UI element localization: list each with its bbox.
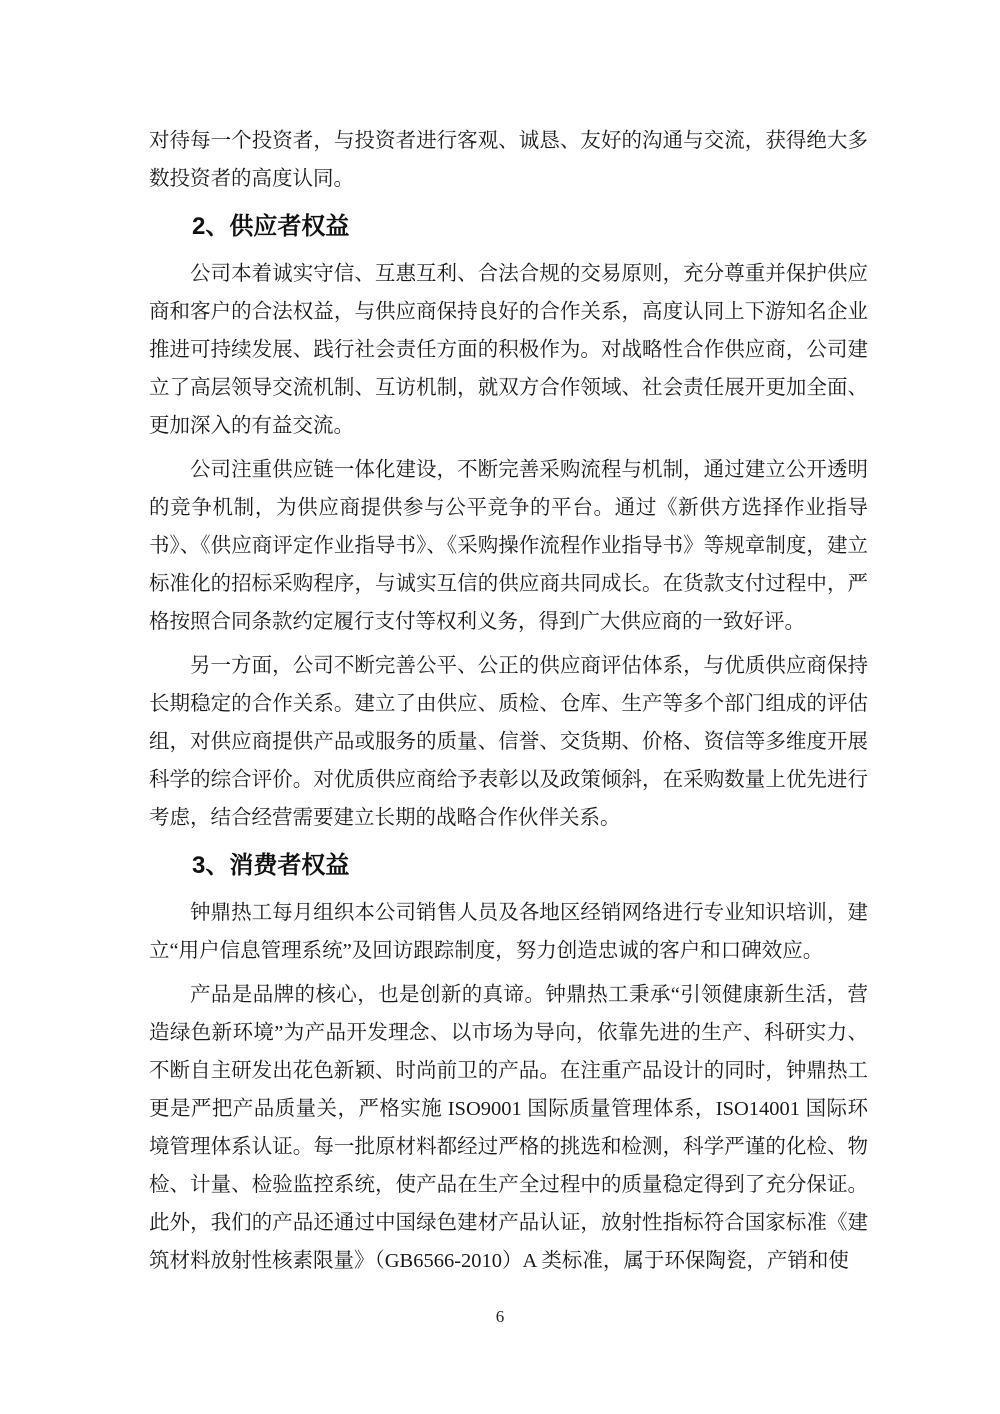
section-heading: 2、供应者权益 — [192, 213, 350, 240]
body-paragraph: 钟鼎热工每月组织本公司销售人员及各地区经销网络进行专业知识培训，建立“用户信息管理系统”及回访跟踪制度，努力创造忠诚的客户和口碑效应。 — [149, 902, 868, 962]
body-paragraph: 对待每一个投资者，与投资者进行客观、诚恳、友好的沟通与交流，获得绝大多数投资者的高度认同。 — [149, 130, 868, 190]
body-paragraph: 产品是品牌的核心，也是创新的真谛。钟鼎热工秉承“引领健康新生活，营造绿色新环境”为产品开发理念、以市场为导向，依靠先进的生产、科研实力、不断自主研发出花色新颖、时尚前卫的产品。在注重产品设计的同时，钟鼎热工更是严把产品质量关，严格实施 ISO9001 国际质量管理体系，ISO14001 国际环境管理体系认证。每一批原材料都经过严格的挑选和检测，科学严谨的化检、物检、计量、检验监控系统，使产品在生产全过程中的质量稳定得到了充分保证。此外，我们的产品还通过中国绿色建材产品认证，放射性指标符合国家标准《建筑材料放射性核素限量》（GB6566-2010）A 类标准，属于环保陶瓷，产销和使 — [149, 984, 868, 1272]
section-heading: 3、消费者权益 — [192, 852, 350, 879]
page-content — [149, 122, 868, 1286]
body-paragraph: 公司本着诚实守信、互惠互利、合法合规的交易原则，充分尊重并保护供应商和客户的合法权益，与供应商保持良好的合作关系，高度认同上下游知名企业推进可持续发展、践行社会责任方面的积极作为。对战略性合作供应商，公司建立了高层领导交流机制、互访机制，就双方合作领域、社会责任展开更加全面、更加深入的有益交流。 — [149, 263, 868, 437]
page-number: 6 — [495, 1307, 505, 1326]
body-paragraph: 另一方面，公司不断完善公平、公正的供应商评估体系，与优质供应商保持长期稳定的合作关系。建立了由供应、质检、仓库、生产等多个部门组成的评估组，对供应商提供产品或服务的质量、信誉、交货期、价格、资信等多维度开展科学的综合评价。对优质供应商给予表彰以及政策倾斜，在采购数量上优先进行考虑，结合经营需要建立长期的战略合作伙伴关系。 — [149, 655, 868, 829]
body-paragraph: 公司注重供应链一体化建设，不断完善采购流程与机制，通过建立公开透明的竞争机制，为供应商提供参与公平竞争的平台。通过《新供方选择作业指导书》、《供应商评定作业指导书》、《采购操作流程作业指导书》等规章制度，建立标准化的招标采购程序，与诚实互信的供应商共同成长。在货款支付过程中，严格按照合同条款约定履行支付等权利义务，得到广大供应商的一致好评。 — [149, 459, 868, 633]
